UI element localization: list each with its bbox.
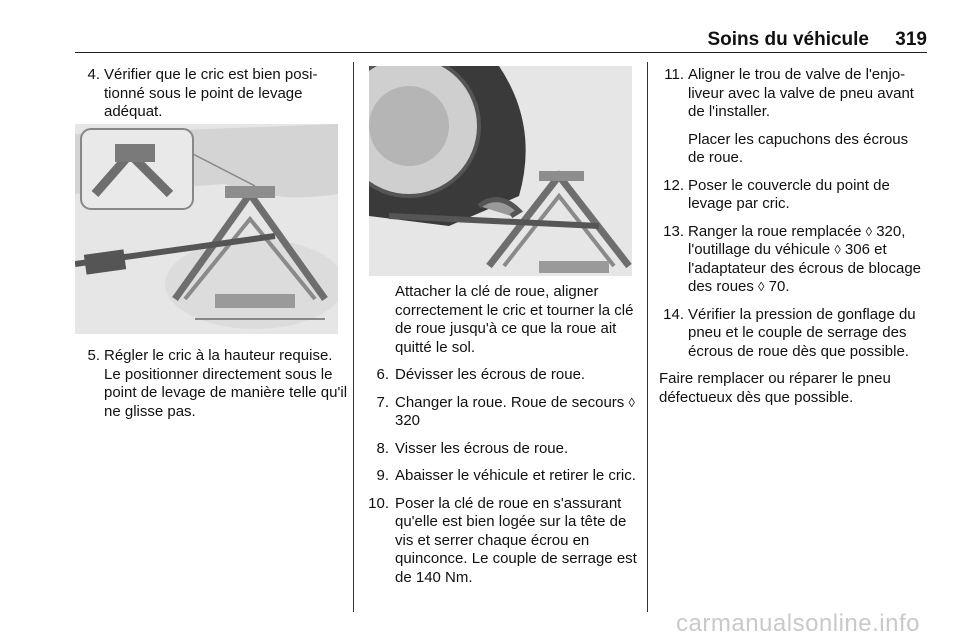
column-1-lower [80,347,350,430]
column-3 [659,66,927,407]
step-text: l'adaptateur des écrous de blocage des roues [688,259,922,295]
step-number: 13. [663,222,684,240]
column-divider [647,62,648,612]
step-9 [369,467,639,486]
step-13 [659,223,927,297]
step-number: 6. [376,366,389,383]
step-14 [659,306,927,362]
reference-icon: ◊ [758,279,765,294]
step-text: Poser le couvercle du point de levage par cric. [688,176,890,212]
step-number: 8. [376,439,389,457]
step-11 [659,66,927,122]
step-text: Changer la roue. Roue de secours [395,393,625,411]
step-number: 9. [376,467,389,484]
page-reference-link[interactable]: 320, [876,222,906,240]
step-text: Régler le cric à la hauteur requise. Le positionner directement sous le point de levage de manière telle qu'il ne glisse pas. [104,347,348,420]
page-header [75,30,927,53]
reference-icon: ◊ [834,242,841,257]
step-number: 7. [376,393,389,411]
step-text: Visser les écrous de roue. [395,439,569,457]
page-reference-link[interactable]: 70. [768,278,790,295]
section-title: Soins du véhicule [707,29,869,50]
page-reference-link[interactable]: 306 et [844,241,887,258]
step-number: 14. [663,305,684,323]
closing-note: Faire remplacer ou réparer le pneu défectueux dès que possible. [659,370,891,406]
reference-icon: ◊ [628,394,635,410]
step-text: l'outillage du véhicule [688,241,831,258]
column-divider [353,62,354,612]
step-8 [369,440,639,459]
watermark: carmanualsonline.info [676,610,920,637]
step-5 [80,347,350,421]
step-text: Abaisser le véhicule et retirer le cric. [395,467,636,484]
step-11-subtext: Placer les capuchons des écrous de roue. [688,130,909,166]
page-reference-link[interactable]: 320 [395,412,421,429]
step-text: Vérifier que le cric est bien positionné sous le point de levage adéquat. [104,66,318,120]
step-text: Poser la clé de roue en s'assurant qu'elle est bien logée sur la tête de vis et serrer chaque écrou en quinconce. Le couple de serrage est de 140 Nm. [395,494,637,586]
step-number: 11. [664,66,684,83]
step-12 [659,177,927,214]
reference-icon: ◊ [865,223,873,239]
column-1 [80,66,342,131]
step-4 [80,66,342,122]
step-number: 4. [87,66,100,83]
column-2 [369,283,639,596]
page-number: 319 [895,29,927,50]
step-10 [359,495,639,588]
wheel-wrench-illustration [369,66,632,276]
instruction-lead: Attacher la clé de roue, aligner correctement le cric et tourner la clé de roue jusqu'à ce que la roue ait quitté le sol. [395,283,634,356]
step-6 [369,366,639,385]
step-number: 12. [663,176,684,194]
step-text: Ranger la roue remplacée [688,222,862,240]
step-text: Dévisser les écrous de roue. [395,366,586,383]
step-number: 10. [368,494,389,512]
step-7 [369,394,639,431]
step-text: Vérifier la pression de gonflage du pneu et le couple de serrage des écrous de roue dès que possible. [688,305,916,360]
step-number: 5. [87,347,100,364]
jack-positioning-illustration [75,124,338,334]
step-text: Aligner le trou de valve de l'enjoliveur avec la valve de pneu avant de l'installer. [688,66,914,120]
